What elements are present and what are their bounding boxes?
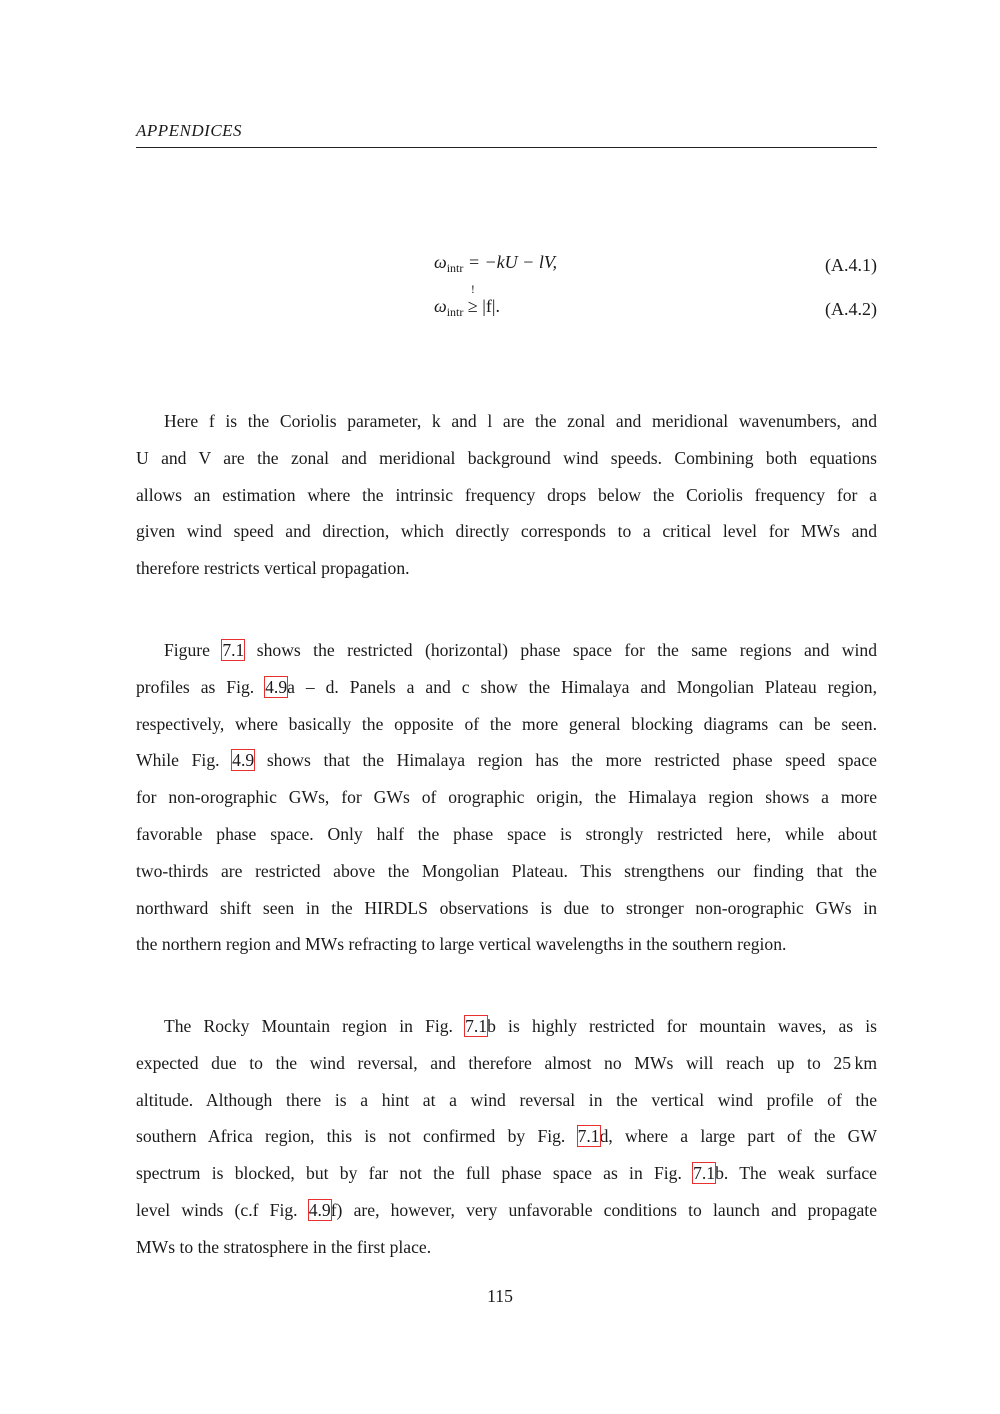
figure-link[interactable]: 7.1 bbox=[222, 640, 245, 660]
paragraph-3: The Rocky Mountain region in Fig. 7.1b is highly restricted for mountain waves, as is expected due to the wind reversal, and therefore almost no MWs will reach up to 25 km altitude. Although there is a hint at a wind reversal in the vertical wind profile of the southern Africa region, this is not confirmed by Fig. 7.1d, where a large part of the GW spectrum is blocked, but by far not the full phase space as in Fig. 7.1b. The weak surface level winds (c.f Fig. 4.9f) are, however, very unfavorable conditions to launch and propagate MWs to the stratosphere in the first place. bbox=[136, 1016, 878, 1257]
page-number: 115 bbox=[487, 1286, 513, 1306]
figure-link[interactable]: 7.1 bbox=[577, 1126, 600, 1147]
figure-link[interactable]: 4.9 bbox=[308, 1199, 331, 1220]
header-title: APPENDICES bbox=[136, 121, 243, 140]
paragraph-1: Here f is the Coriolis parameter, k and l are the zonal and meridional wavenumbers, and U and V are the zonal and meridional background wind speeds. Combining both equations allows an estimation where the intrinsic frequency drops below the Coriolis frequency for a given wind speed and direction, which directly corresponds to a critical level for MWs and therefore restricts vertical propagation. bbox=[136, 411, 877, 579]
running-header bbox=[136, 121, 877, 148]
figure-link[interactable]: 7.1 bbox=[465, 1016, 488, 1036]
equation-lhs: $\omega_{intr}$ ! ≥ |f|. bbox=[434, 282, 500, 319]
equation-lhs: $\omega_{intr} = -kU$ − lV, bbox=[434, 252, 557, 275]
equation-a-4-2 bbox=[434, 282, 877, 326]
equation-number: (A.4.1) bbox=[825, 255, 877, 275]
equation-a-4-1 bbox=[434, 252, 877, 282]
paragraph-2: Figure 7.1 shows the restricted (horizontal) phase space for the same regions and wind profiles as Fig. 4.9a – d. Panels a and c show the Himalaya and Mongolian Plateau region, respectively, where basically the opposite of the more general blocking diagrams can be seen. While Fig. 4.9 shows that the Himalaya region has the more restricted phase speed space for non-orographic GWs, for GWs of orographic origin, the Himalaya region shows a more favorable phase space. Only half the phase space is strongly restricted here, while about two-thirds are restricted above the Mongolian Plateau. This strengthens our finding that the northward shift seen in the HIRDLS observations is due to stronger non-orographic GWs in the northern region and MWs refracting to large vertical wavelengths in the southern region. bbox=[136, 640, 877, 955]
figure-link[interactable]: 7.1 bbox=[693, 1163, 716, 1184]
figure-link[interactable]: 4.9 bbox=[265, 676, 288, 697]
equation-number: (A.4.2) bbox=[825, 299, 877, 319]
figure-link[interactable]: 4.9 bbox=[232, 750, 255, 771]
